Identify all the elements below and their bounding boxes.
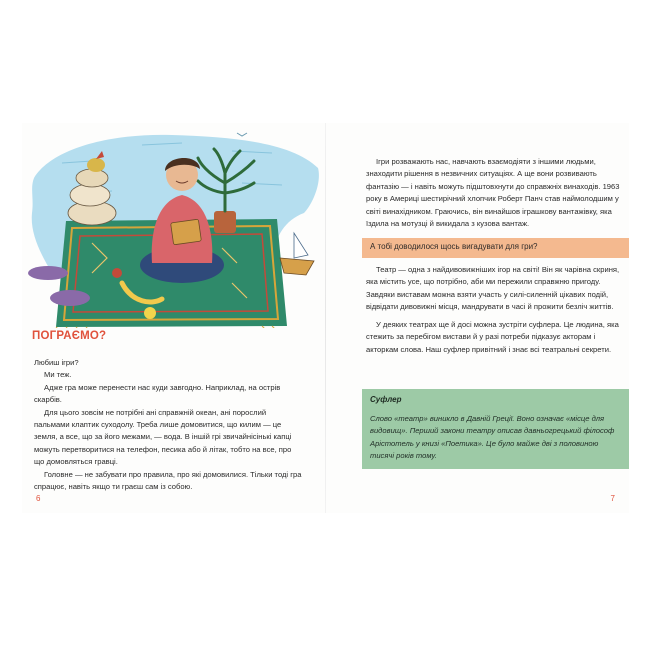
left-page [22,123,325,513]
bird-icon [237,133,247,136]
paragraph: Ігри розважають нас, навчають взаємодіяти з іншими людьми, знаходити рішення в незвичних ситуаціях. А ще вони розвивають фантазію — і навіть можуть підштовхнути до справжніх винаходів. 1963 року в Америці шестирічний хлопчик Роберт Панч став наймолодшим у світі винахідником. Граючись, він винайшов іграшкову вантажівку, яка їздила на мотузці й викидала з кузова вантаж. [366,157,620,229]
book-spread [22,123,629,513]
question-text: А тобі доводилося щось вигадувати для гри? [370,242,538,251]
boy-illustration [22,123,325,328]
prompter-paragraph [366,319,624,356]
right-page [326,123,629,513]
note-title: Суфлер [370,395,402,404]
intro-paragraph [366,156,624,230]
section-heading: ПОГРАЄМО? [32,330,107,342]
toy-boat-icon [280,233,314,275]
page-number-left: 6 [36,494,41,503]
question-bar [362,238,629,258]
apple [112,268,122,278]
theatre-paragraph [366,264,624,314]
paragraph: Любиш ігри? [34,358,79,367]
left-body-text [34,357,302,493]
paragraph: Театр — одна з найдивовижніших ігор на світі! Він як чарівна скриня, яка містить усе, що потрібно, аби ми пережили справжню пригоду. Завдяки виставам можна взяти участь у силі-силенній цікавих подій, відвідати дивовижні місця, мандрувати в часі й прожити безліч життів. [366,265,620,312]
paragraph: У деяких театрах ще й досі можна зустріти суфлера. Це людина, яка стежить за перебігом вистави й у разі потреби підказує акторам і акторкам слова. Наш суфлер привітний і знає всі театральні секрети. [366,320,619,354]
page-number-right: 7 [610,494,615,503]
paragraph: Ми теж. [44,370,72,380]
paragraph: Адже гра може перенести нас куди завгодно. Наприклад, на острів скарбів. [34,382,281,405]
note-box [362,389,629,469]
lemon [144,307,156,319]
paragraph: Для цього зовсім не потрібні ані справжній океан, ані порослий пальмами клаптик суходолу. Треба лише домовитися, що килим — це земля, а все, що за його межами, — вода. В іншій грі звичайнісінькі капці можуть перетворитися на телефон, песика або й літак, тобто на все, про що домовляться гравці. [34,407,292,467]
paragraph: Головне — не забувати про правила, про які домовилися. Тільки тоді гра спрацює, навіть якщо ти граєш сам із собою. [34,469,302,492]
note-body: Слово «театр» виникло в Давній Греції. Воно означає «місце для видовищ». Перший закони театру описав давньогрецький філософ Арістотель у книзі «Поетика». Це було майже дві з половиною тисячі років тому. [370,414,615,461]
